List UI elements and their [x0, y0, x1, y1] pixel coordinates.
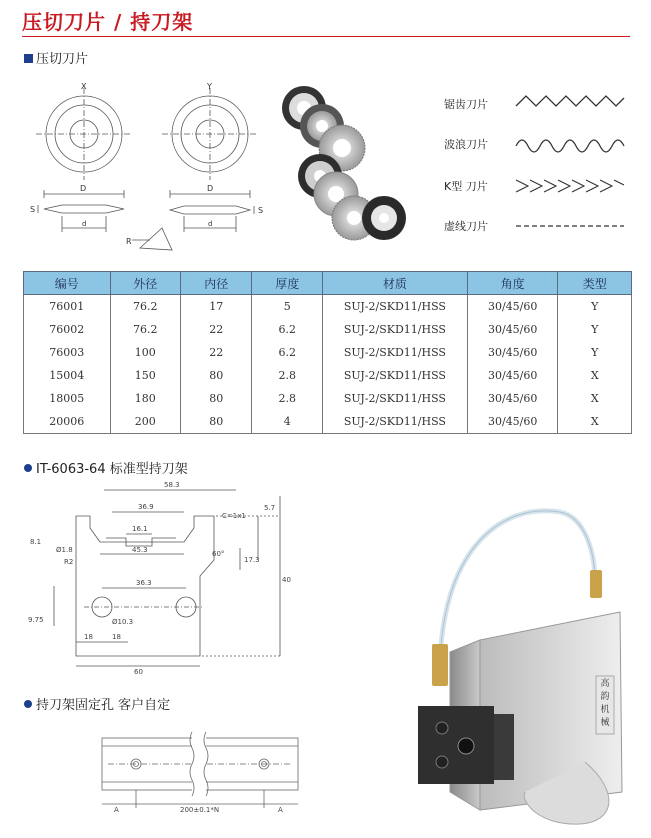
blade-stack [282, 86, 406, 240]
table-cell: 30/45/60 [467, 364, 558, 387]
holder-technical-drawing [24, 476, 294, 676]
zigzag-pattern-icon [516, 96, 624, 106]
dim-label: 40 [282, 576, 291, 584]
column-header: 外径 [110, 272, 180, 295]
dim-label: 60 [134, 668, 143, 676]
dim-label: A [114, 806, 119, 814]
table-cell: 76002 [24, 318, 111, 341]
product-label-char: 机 [600, 705, 610, 715]
s-left: S [30, 205, 36, 214]
dim-label: 5.7 [264, 504, 276, 512]
table-cell: Y [558, 295, 632, 319]
dim-label: 18 [112, 633, 121, 641]
table-cell: SUJ-2/SKD11/HSS [322, 387, 467, 410]
dim-label: R2 [64, 558, 74, 566]
blade-types-list [444, 92, 634, 242]
table-cell: 22 [181, 341, 252, 364]
column-header: 编号 [24, 272, 111, 295]
d-lower-left: d [82, 220, 87, 228]
table-cell: 4 [252, 410, 322, 434]
column-header: 内径 [181, 272, 252, 295]
table-cell: Y [558, 318, 632, 341]
product-label-char: 韵 [600, 692, 610, 702]
table-cell: 100 [110, 341, 180, 364]
table-cell: 2.8 [252, 387, 322, 410]
dim-label: 18 [84, 633, 93, 641]
d-lower-right: d [208, 220, 213, 228]
table-cell: 2.8 [252, 364, 322, 387]
table-cell: 30/45/60 [467, 295, 558, 319]
table-cell: 76.2 [110, 295, 180, 319]
table-cell: 80 [181, 364, 252, 387]
table-cell: 18005 [24, 387, 111, 410]
blade-technical-drawing [22, 78, 272, 253]
table-cell: SUJ-2/SKD11/HSS [322, 295, 467, 319]
section-heading-blades [24, 48, 88, 67]
table-cell: 6.2 [252, 318, 322, 341]
table-cell: X [558, 364, 632, 387]
table-cell: 20006 [24, 410, 111, 434]
table-cell: X [558, 410, 632, 434]
table-cell: 6.2 [252, 341, 322, 364]
product-label-char: 械 [600, 718, 610, 728]
table-cell: SUJ-2/SKD11/HSS [322, 410, 467, 434]
table-cell: 80 [181, 387, 252, 410]
spec-table [23, 271, 632, 434]
page-title: 压切刀片 / 持刀架 [22, 10, 194, 34]
dim-label: Ø10.3 [112, 618, 134, 626]
column-header: 类型 [558, 272, 632, 295]
table-header-row [24, 272, 632, 295]
product-photo [410, 492, 640, 826]
table-cell: 150 [110, 364, 180, 387]
blade-type-label: 锯齿刀片 [444, 98, 488, 111]
table-cell: 76.2 [110, 318, 180, 341]
table-cell: 180 [110, 387, 180, 410]
dim-label: 45.3 [132, 546, 148, 554]
x-label: X [81, 82, 87, 91]
chevron-pattern-icon [516, 180, 624, 192]
table-cell: 76003 [24, 341, 111, 364]
section-heading-text: 持刀架固定孔 客户自定 [36, 698, 171, 713]
dim-label: 36.3 [136, 579, 152, 587]
circle-bullet-icon [24, 464, 32, 472]
rail-drawing [88, 730, 310, 814]
s-right: S [258, 206, 264, 215]
column-header: 角度 [467, 272, 558, 295]
table-cell: SUJ-2/SKD11/HSS [322, 318, 467, 341]
r-label: R [126, 237, 132, 246]
dim-label: Ø1.8 [56, 546, 73, 554]
table-cell: 200 [110, 410, 180, 434]
product-label-char: 高 [600, 679, 610, 689]
dim-label: C=1x1 [222, 512, 246, 520]
table-row [24, 295, 632, 319]
table-cell: 15004 [24, 364, 111, 387]
table-row [24, 341, 632, 364]
table-row [24, 318, 632, 341]
dim-label: 200±0.1*N [180, 806, 220, 814]
blade-pattern-icons [512, 92, 628, 242]
table-cell: Y [558, 341, 632, 364]
dim-label: 58.3 [164, 481, 180, 489]
column-header: 材质 [322, 272, 467, 295]
dim-label: 9.75 [28, 616, 44, 624]
table-cell: 17 [181, 295, 252, 319]
table-cell: SUJ-2/SKD11/HSS [322, 364, 467, 387]
circle-bullet-icon [24, 700, 32, 708]
wave-pattern-icon [516, 140, 624, 152]
table-row [24, 410, 632, 434]
table-cell: SUJ-2/SKD11/HSS [322, 341, 467, 364]
title-divider [22, 36, 630, 37]
table-cell: 30/45/60 [467, 318, 558, 341]
section-heading-text: IT-6063-64 标准型持刀架 [36, 462, 188, 477]
table-cell: 30/45/60 [467, 410, 558, 434]
y-label: Y [207, 82, 212, 91]
blade-photo [276, 78, 416, 248]
d-upper-right: D [207, 184, 214, 193]
table-row [24, 387, 632, 410]
section-heading-text: 压切刀片 [36, 52, 89, 67]
dim-label: A [278, 806, 283, 814]
table-row [24, 364, 632, 387]
table-cell: 76001 [24, 295, 111, 319]
table-cell: 5 [252, 295, 322, 319]
section-heading-mount [24, 694, 170, 713]
table-cell: 30/45/60 [467, 387, 558, 410]
square-bullet-icon [24, 54, 33, 63]
section-heading-holder [24, 458, 188, 477]
dim-label: 16.1 [132, 525, 148, 533]
table-cell: 30/45/60 [467, 341, 558, 364]
blade-type-label: 波浪刀片 [444, 138, 488, 151]
blade-type-label: K型 刀片 [444, 180, 488, 193]
dim-label: 8.1 [30, 538, 42, 546]
column-header: 厚度 [252, 272, 322, 295]
dim-label: 60° [212, 550, 225, 558]
table-cell: X [558, 387, 632, 410]
dim-label: 36.9 [138, 503, 154, 511]
dim-label: 17.3 [244, 556, 260, 564]
table-cell: 22 [181, 318, 252, 341]
table-cell: 80 [181, 410, 252, 434]
d-upper-left: D [80, 184, 87, 193]
blade-type-label: 虚线刀片 [444, 220, 488, 233]
